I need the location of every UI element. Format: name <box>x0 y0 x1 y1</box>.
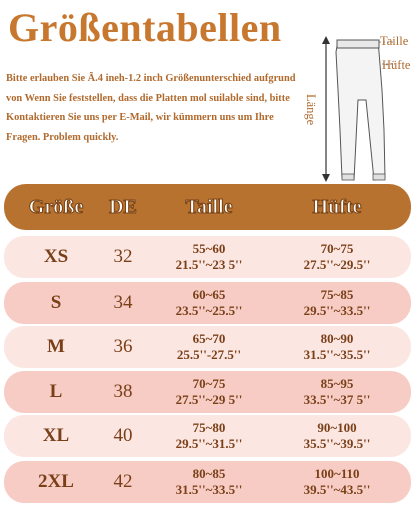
size-value: S <box>50 292 62 313</box>
cell-de <box>98 461 148 503</box>
cell-taille <box>154 415 264 457</box>
hufte-cm: 75~85 <box>320 287 354 302</box>
hufte-cm: 90~100 <box>317 420 357 435</box>
de-value: 34 <box>113 292 133 313</box>
header-grosse: Größe <box>28 196 84 218</box>
taille-inch: 27.5''~29 5'' <box>175 392 243 407</box>
pants-figure <box>300 30 416 190</box>
de-value: 32 <box>113 246 133 267</box>
size-note: Bitte erlauben Sie Ã.4 ineh-1.2 inch Größenunterschied aufgrund von Wenn Sie feststellen, dass die Platten mol suilable sind, bitte Kontaktieren Sie uns per E-Mail, wir kümmern uns um Ihre Fragen. Problem quickly. <box>6 73 296 143</box>
cell-hufte <box>272 461 402 503</box>
cell-size <box>4 461 108 503</box>
size-value: XL <box>42 425 70 446</box>
de-value: 36 <box>113 336 133 357</box>
cell-size <box>4 371 108 413</box>
cell-de <box>98 282 148 324</box>
de-value: 38 <box>113 381 133 402</box>
cell-de <box>98 236 148 278</box>
cell-taille <box>154 371 264 413</box>
cell-taille <box>154 461 264 503</box>
table-header <box>4 184 411 230</box>
taille-inch: 21.5''~23 5'' <box>175 257 243 272</box>
size-value: M <box>47 336 65 357</box>
hufte-inch: 39.5''~43.5'' <box>303 482 371 497</box>
size-value: XS <box>43 246 69 267</box>
cell-size <box>4 326 108 368</box>
cell-de <box>98 326 148 368</box>
cell-hufte <box>272 282 402 324</box>
size-value: 2XL <box>38 471 74 492</box>
label-taille: Taille <box>380 34 409 48</box>
cell-hufte <box>272 326 402 368</box>
cell-size <box>4 415 108 457</box>
taille-cm: 55~60 <box>192 241 226 256</box>
hufte-inch: 27.5''~29.5'' <box>303 257 371 272</box>
header-taille: Taille <box>185 196 233 218</box>
label-hufte: Hüfte <box>382 58 411 72</box>
taille-inch: 31.5''~33.5'' <box>175 482 243 497</box>
page-title: Größentabellen <box>8 5 282 50</box>
cell-hufte <box>272 236 402 278</box>
hufte-cm: 80~90 <box>320 331 354 346</box>
table-row <box>4 371 411 413</box>
taille-cm: 80~85 <box>192 466 226 481</box>
table-row <box>4 461 411 503</box>
cell-taille <box>154 282 264 324</box>
taille-cm: 70~75 <box>192 376 226 391</box>
hufte-cm: 70~75 <box>320 241 354 256</box>
cell-de <box>98 371 148 413</box>
label-lange: Länge <box>304 94 318 126</box>
cell-taille <box>154 326 264 368</box>
table-row <box>4 326 411 368</box>
cell-hufte <box>272 415 402 457</box>
taille-cm: 75~80 <box>192 420 226 435</box>
taille-inch: 25.5''-27.5'' <box>176 347 242 362</box>
cell-taille <box>154 236 264 278</box>
taille-cm: 65~70 <box>192 331 226 346</box>
de-value: 40 <box>113 425 133 446</box>
cell-hufte <box>272 371 402 413</box>
taille-inch: 23.5''~25.5'' <box>175 303 243 318</box>
hufte-cm: 85~95 <box>320 376 354 391</box>
table-row <box>4 415 411 457</box>
table-row <box>4 236 411 278</box>
header-de: DE <box>109 196 137 218</box>
hufte-inch: 33.5''~37 5'' <box>303 392 371 407</box>
header-hufte: Hüfte <box>312 196 362 218</box>
taille-inch: 29.5''~31.5'' <box>175 436 243 451</box>
cell-de <box>98 415 148 457</box>
taille-cm: 60~65 <box>192 287 226 302</box>
hufte-cm: 100~110 <box>314 466 360 481</box>
table-row <box>4 282 411 324</box>
cell-size <box>4 236 108 278</box>
size-value: L <box>49 381 63 402</box>
hufte-inch: 35.5''~39.5'' <box>303 436 371 451</box>
hufte-inch: 29.5''~33.5'' <box>303 303 371 318</box>
de-value: 42 <box>113 471 133 492</box>
cell-size <box>4 282 108 324</box>
hufte-inch: 31.5''~35.5'' <box>303 347 371 362</box>
